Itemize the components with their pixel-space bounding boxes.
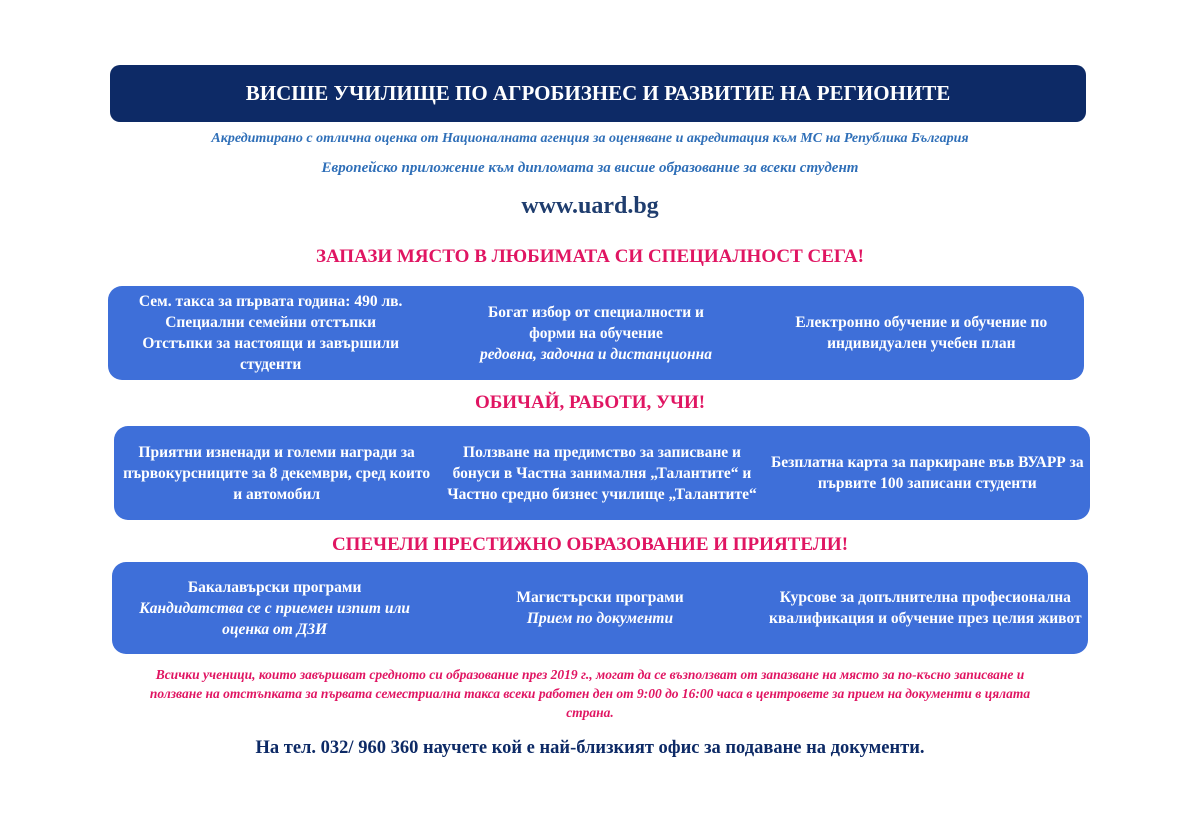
prizes-text: Приятни изненади и големи награди за първокурсниците за 8 декември, сред които и автомобил bbox=[123, 443, 431, 503]
courses-text: Курсове за допълнителна професионална квалификация и обучение през целия живот bbox=[769, 589, 1082, 627]
phone-info: На тел. 032/ 960 360 научете кой е най-близкият офис за подаване на документи. bbox=[255, 738, 925, 758]
priority-cell bbox=[439, 442, 764, 505]
feature-box-2 bbox=[114, 426, 1090, 520]
e-learning-text: Електронно обучение и обучение по индивидуален учебен план bbox=[795, 314, 1048, 352]
website-link[interactable]: www.uard.bg bbox=[521, 193, 659, 219]
specialties-forms: редовна, задочна и дистанционна bbox=[480, 345, 712, 363]
section-heading-1: ЗАПАЗИ МЯСТО В ЛЮБИМАТА СИ СПЕЦИАЛНОСТ СЕГА! bbox=[316, 246, 864, 267]
specialties-line-1: Богат избор от специалности и bbox=[488, 303, 704, 321]
section-heading-2: ОБИЧАЙ, РАБОТИ, УЧИ! bbox=[474, 392, 706, 413]
header-title: ВИСШЕ УЧИЛИЩЕ ПО АГРОБИЗНЕС И РАЗВИТИЕ НА РЕГИОНИТЕ bbox=[245, 81, 951, 105]
master-title: Магистърски програми bbox=[516, 589, 684, 606]
enrollment-note: Всички ученици, които завършват средното си образование през 2019 г., могат да се възползват от запазване на място за по-късно записване и ползване на отстъпката за първата семестриална такса всеки работен ден от 9:00 до 16:00 часа в центровете за прием на документи в цялата страна. bbox=[149, 667, 1031, 720]
header-banner bbox=[110, 65, 1086, 122]
feature-box-1 bbox=[108, 286, 1084, 380]
master-admission: Прием по документи bbox=[526, 610, 674, 627]
specialties-cell bbox=[433, 302, 758, 365]
fees-cell bbox=[108, 291, 433, 375]
fees-line-2: Специални семейни отстъпки bbox=[165, 314, 377, 331]
section-heading-3: СПЕЧЕЛИ ПРЕСТИЖНО ОБРАЗОВАНИЕ И ПРИЯТЕЛИ! bbox=[331, 534, 849, 555]
european-supplement-text: Европейско приложение към дипломата за висше образование за всеки студент bbox=[321, 160, 859, 176]
fees-line-1: Сем. такса за първата година: 490 лв. bbox=[138, 293, 403, 310]
specialties-line-2: форми на обучение bbox=[529, 324, 663, 342]
fees-line-3: Отстъпки за настоящи и завършили студенти bbox=[142, 335, 399, 373]
parking-text: Безплатна карта за паркиране във ВУАРР за първите 100 записани студенти bbox=[771, 454, 1084, 492]
parking-cell bbox=[765, 452, 1090, 494]
e-learning-cell bbox=[759, 312, 1084, 354]
accreditation-text: Акредитирано с отлична оценка от Националната агенция за оценяване и акредитация към МС на Република България bbox=[211, 131, 969, 146]
prizes-cell bbox=[114, 442, 439, 505]
feature-box-3 bbox=[112, 562, 1088, 654]
bachelor-cell bbox=[112, 577, 437, 640]
bachelor-title: Бакалавърски програми bbox=[187, 578, 362, 596]
master-cell bbox=[437, 587, 762, 629]
courses-cell bbox=[763, 587, 1088, 629]
priority-text: Ползване на предимство за записване и бонуси в Частна занималня „Талантите“ и Частно средно бизнес училище „Талантите“ bbox=[447, 443, 757, 503]
bachelor-admission: Кандидатства се с приемен изпит или оценка от ДЗИ bbox=[139, 599, 411, 638]
